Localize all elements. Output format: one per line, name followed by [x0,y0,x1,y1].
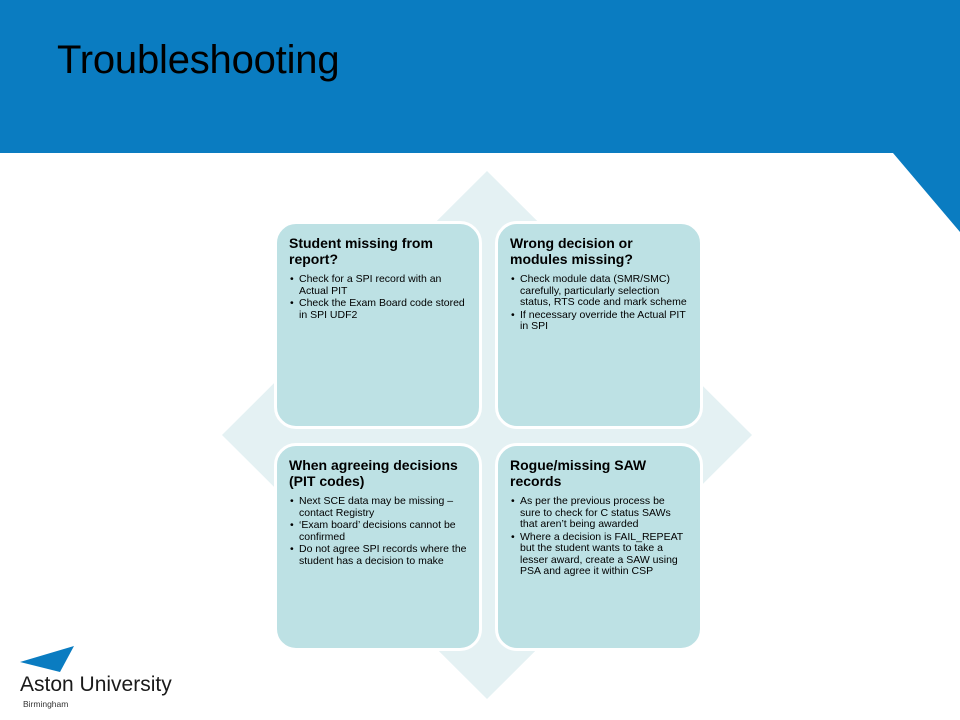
box-title: When agreeing decisions (PIT codes) [289,457,458,489]
slide-title: Troubleshooting [57,38,340,82]
bullet-item: • As per the previous process be sure to check for C status SAWs that aren’t being awarded [510,496,688,531]
box-title: Wrong decision or modules missing? [510,235,633,267]
aston-university-logo [18,644,172,714]
box-title: Rogue/missing SAW records [510,457,647,489]
bullet-item: • Next SCE data may be missing – contact Registry [289,496,467,519]
bullet-list [289,274,467,321]
bullet-list [289,496,467,567]
box-rogue-saw [495,443,703,651]
bullet-list [510,496,688,578]
logo-name: Aston University [20,673,172,696]
bullet-item: • ‘Exam board’ decisions cannot be confirmed [289,520,467,543]
bullet-item: • Check module data (SMR/SMC) carefully, particularly selection status, RTS code and mark scheme [510,274,688,309]
bullet-item: • Do not agree SPI records where the student has a decision to make [289,544,467,567]
box-agreeing-decisions [274,443,482,651]
box-wrong-decision [495,221,703,429]
box-student-missing [274,221,482,429]
logo-city: Birmingham [23,699,69,709]
bullet-list [510,274,688,333]
bullet-item: • If necessary override the Actual PIT in SPI [510,310,688,333]
bullet-item: • Check the Exam Board code stored in SPI UDF2 [289,298,467,321]
bullet-item: • Check for a SPI record with an Actual PIT [289,274,467,297]
bullet-item: • Where a decision is FAIL_REPEAT but the student wants to take a lesser award, create a SAW using PSA and agree it within CSP [510,532,688,578]
box-title: Student missing from report? [289,235,433,267]
aston-triangle-icon [18,644,78,674]
